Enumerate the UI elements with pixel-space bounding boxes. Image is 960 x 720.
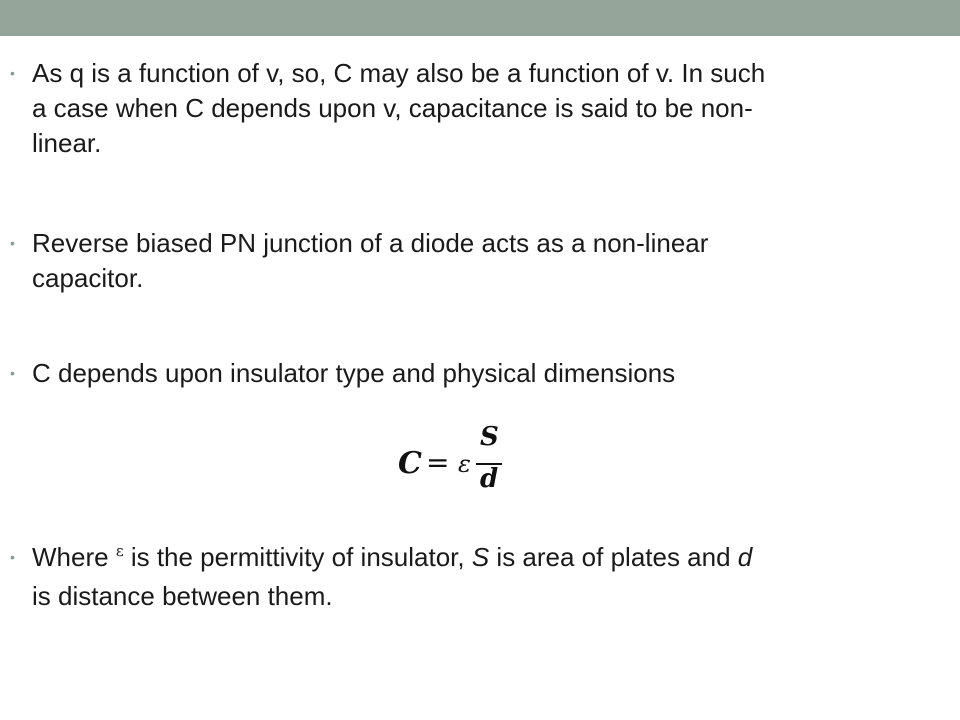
bullet-dot-icon: • [10, 235, 15, 251]
bullet-line [32, 540, 752, 579]
bullet-dot-icon: • [10, 65, 15, 81]
formula-lhs: C [398, 446, 422, 481]
bullet-dot-icon: • [10, 549, 15, 565]
bullet-dot-icon: • [10, 365, 15, 381]
where-text: Where [32, 542, 116, 572]
capacitance-formula [398, 422, 508, 496]
bullet-line: Reverse biased PN junction of a diode acts as a non-linear [32, 228, 709, 258]
formula-equals: = [426, 446, 450, 479]
symbol-s: S [471, 542, 490, 572]
area-text: is area of plates and [489, 542, 738, 572]
epsilon-symbol: ε [115, 542, 124, 560]
bullet-line: linear. [32, 128, 102, 158]
formula-epsilon: ε [458, 450, 471, 478]
symbol-d: d [737, 542, 753, 572]
bullet-line: As q is a function of v, so, C may also be a function of v. In such [32, 58, 766, 88]
formula-numerator: S [480, 422, 499, 452]
permittivity-text: is the permittivity of insulator, [123, 542, 472, 572]
bullet-line: is distance between them. [32, 581, 333, 611]
bullet-line: a case when C depends upon v, capacitance is said to be non- [32, 93, 753, 123]
bullet-line: C depends upon insulator type and physical dimensions [32, 358, 676, 388]
formula-denominator: d [480, 464, 499, 494]
bullet-line: capacitor. [32, 263, 144, 293]
top-accent-bar [0, 0, 960, 36]
